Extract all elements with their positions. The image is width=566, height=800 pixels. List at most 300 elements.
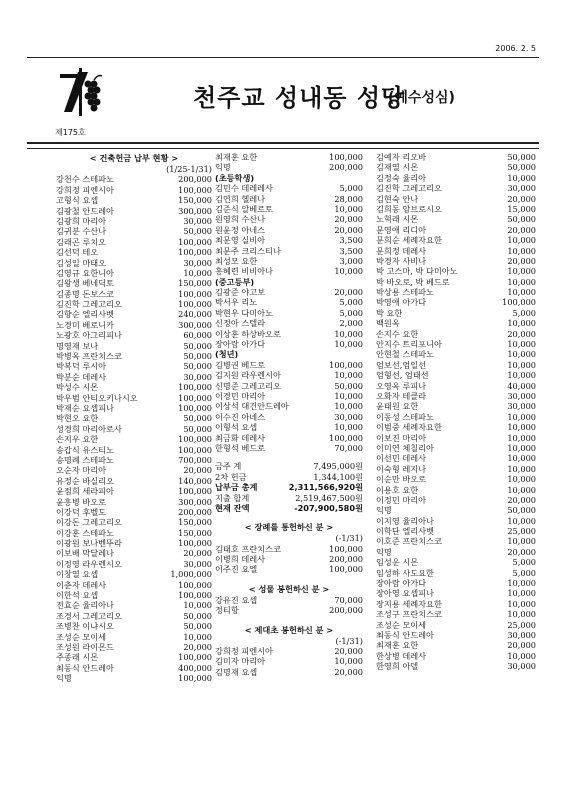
donor-row xyxy=(376,536,536,546)
donation-amount: 5,000 xyxy=(512,557,536,568)
donation-amount: 10,000 xyxy=(507,650,536,661)
donor-name: 최재훈 요한 xyxy=(215,152,258,162)
donation-amount: 200,000 xyxy=(329,605,363,616)
donor-row xyxy=(376,360,536,370)
donor-row xyxy=(376,516,536,526)
donation-amount: 100,000 xyxy=(178,299,212,310)
donation-amount: 60,000 xyxy=(183,330,212,341)
donor-name: 유정순 바실리오 xyxy=(56,475,114,486)
donor-name: 이선민 데레사 xyxy=(376,453,427,464)
donor-row xyxy=(56,569,212,579)
donor-row xyxy=(376,464,536,474)
page-title: 천주교 성내동 성당 xyxy=(193,84,406,112)
donor-name: 김지원 라우렌시아 xyxy=(215,370,281,381)
donation-amount: 50,000 xyxy=(183,351,212,362)
donor-row xyxy=(215,433,363,443)
donor-row xyxy=(376,609,536,619)
donation-amount: 20,000 xyxy=(507,224,536,235)
donor-name: 이정영 라우렌시오 xyxy=(56,558,122,569)
donor-row xyxy=(56,268,212,278)
donation-amount: 10,000 xyxy=(334,266,363,277)
donor-name: 김진학 그레고리오 xyxy=(56,299,122,310)
donation-amount: 150,000 xyxy=(178,527,212,538)
donor-row xyxy=(56,621,212,631)
donation-amount: 100,000 xyxy=(178,652,212,663)
donor-name: 이범중 세례자요한 xyxy=(376,422,442,433)
donor-row xyxy=(376,640,536,650)
donor-row xyxy=(376,308,536,318)
donation-amount: 200,000 xyxy=(178,174,212,185)
donation-amount: 240,000 xyxy=(178,309,212,320)
donation-amount: 10,000 xyxy=(507,453,536,464)
donation-amount: 30,000 xyxy=(507,401,536,412)
elementary-list xyxy=(215,183,363,277)
donor-name: 문희순 세례자요한 xyxy=(376,235,442,246)
donor-name: 박영애 아가다 xyxy=(376,297,427,308)
donor-name: 김종명 돈보스코 xyxy=(56,288,114,299)
donation-amount: 100,000 xyxy=(329,359,363,370)
donor-name: 노광호 아그리피나 xyxy=(56,330,122,341)
donor-row xyxy=(215,235,363,245)
donor-name: 박경자 사비나 xyxy=(376,255,427,266)
donation-amount: 70,000 xyxy=(334,442,363,453)
donation-amount: 5,000 xyxy=(339,183,363,194)
donor-row xyxy=(215,266,363,276)
donor-row xyxy=(376,401,536,411)
donation-amount: 400,000 xyxy=(178,662,212,673)
donor-row xyxy=(376,214,536,224)
donor-row xyxy=(56,590,212,600)
middle-high-list xyxy=(215,287,363,349)
donor-row xyxy=(376,235,536,245)
donation-amount: 50,000 xyxy=(507,214,536,225)
donor-row xyxy=(215,214,363,224)
donor-name: 이수진 아녜스 xyxy=(215,411,266,422)
donation-amount: 10,000 xyxy=(507,588,536,599)
donor-row xyxy=(215,183,363,193)
donor-name: 노경미 베로니카 xyxy=(56,319,114,330)
donation-amount: 30,000 xyxy=(183,215,212,226)
donor-name: 엄보선,엄일선 xyxy=(376,359,427,370)
donation-amount: 50,000 xyxy=(183,361,212,372)
donation-amount: 10,000 xyxy=(507,609,536,620)
donation-amount: 50,000 xyxy=(183,413,212,424)
donation-amount: 28,000 xyxy=(334,193,363,204)
donation-amount: 20,000 xyxy=(507,255,536,266)
donation-amount: 50,000 xyxy=(507,505,536,516)
donation-amount: 300,000 xyxy=(178,496,212,507)
donor-row xyxy=(56,320,212,330)
donor-name: 박분순 데레사 xyxy=(56,371,107,382)
donor-row xyxy=(376,453,536,463)
donation-amount: 300,000 xyxy=(178,319,212,330)
donor-name: 이춘자 데레사 xyxy=(56,579,107,590)
donor-name: 김귀분 수산나 xyxy=(56,226,107,237)
donation-amount: 20,000 xyxy=(507,193,536,204)
donation-amount: 100,000 xyxy=(178,288,212,299)
donor-row xyxy=(215,287,363,297)
donation-amount: 50,000 xyxy=(507,162,536,173)
donor-row xyxy=(56,507,212,517)
bulletin-date: 2006. 2. 5 xyxy=(495,44,536,53)
donor-row xyxy=(376,287,536,297)
donor-name: 익명 xyxy=(215,162,231,173)
middle-high-group-label: (중고등부) xyxy=(215,276,255,287)
donor-name: 이학단 엘리사벳 xyxy=(376,526,434,537)
donor-name: 금주 계 xyxy=(215,461,242,472)
donor-row xyxy=(376,329,536,339)
donor-row xyxy=(215,329,363,339)
donor-name: 원영희 수산나 xyxy=(215,214,266,225)
donor-name: 최문주 크리스티나 xyxy=(215,245,281,256)
donation-amount: 1,000,000 xyxy=(170,569,212,580)
donation-amount: 10,000 xyxy=(334,370,363,381)
donor-name: 김래곤 루치오 xyxy=(56,236,107,247)
donation-amount: 10,000 xyxy=(334,203,363,214)
donor-name: 한상병 데레사 xyxy=(376,650,427,661)
donor-row xyxy=(56,341,212,351)
donor-name: 익명 xyxy=(376,546,392,557)
donor-name: 김재열 시몬 xyxy=(376,162,419,173)
donor-row xyxy=(56,600,212,610)
donation-amount: 30,000 xyxy=(507,390,536,401)
donation-amount: 20,000 xyxy=(507,546,536,557)
donor-row xyxy=(56,278,212,288)
donor-name: 윤흥병 바오로 xyxy=(56,496,107,507)
donor-row xyxy=(56,486,212,496)
donor-row xyxy=(215,318,363,328)
donor-row xyxy=(215,256,363,266)
donation-amount: 10,000 xyxy=(507,463,536,474)
donor-row xyxy=(56,465,212,475)
donor-name: 이상훈 하상바오로 xyxy=(215,328,281,339)
donor-row xyxy=(215,544,363,554)
donation-amount: 10,000 xyxy=(507,287,536,298)
donation-amount: 100,000 xyxy=(178,579,212,590)
donor-row xyxy=(376,433,536,443)
donor-name: 이주진 요엘 xyxy=(215,564,258,575)
donor-row xyxy=(376,194,536,204)
donor-name: 박현오 요한 xyxy=(56,413,99,424)
donor-name: 조경서 그레고리오 xyxy=(56,610,122,621)
donation-amount: 10,000 xyxy=(507,442,536,453)
donor-row xyxy=(376,599,536,609)
donor-name: 이강훈 스테파노 xyxy=(56,527,114,538)
building-fund-list xyxy=(56,174,212,683)
donor-row xyxy=(376,277,536,287)
donation-amount: 200,000 xyxy=(329,554,363,565)
donor-row xyxy=(376,173,536,183)
donor-row xyxy=(215,204,363,214)
donor-name: 지출 합계 xyxy=(215,492,250,503)
donor-row xyxy=(56,185,212,195)
donor-row xyxy=(56,517,212,527)
youth-list xyxy=(215,360,363,454)
donor-row xyxy=(215,381,363,391)
donor-row xyxy=(376,225,536,235)
donor-row xyxy=(215,493,363,503)
donation-amount: 100,000 xyxy=(178,382,212,393)
donor-name: 김병권 베드로 xyxy=(215,359,266,370)
donation-amount: 30,000 xyxy=(183,371,212,382)
donor-name: 조성구 프란치스코 xyxy=(376,609,442,620)
donation-amount: 50,000 xyxy=(183,621,212,632)
donation-amount: 50,000 xyxy=(183,340,212,351)
donation-amount: 50,000 xyxy=(334,380,363,391)
donor-row xyxy=(215,503,363,513)
donor-row xyxy=(56,413,212,423)
donation-amount: 20,000 xyxy=(334,666,363,677)
donor-name: 이보진 마리아 xyxy=(376,432,427,443)
donor-name: 정티항 xyxy=(215,605,239,616)
donation-amount: 15,000 xyxy=(507,203,536,214)
donation-amount: 10,000 xyxy=(507,359,536,370)
donor-row xyxy=(376,630,536,640)
donation-amount: 10,000 xyxy=(183,267,212,278)
donation-amount: 20,000 xyxy=(507,328,536,339)
donor-row xyxy=(376,349,536,359)
donor-row xyxy=(56,351,212,361)
donor-name: 김선덕 테오 xyxy=(56,247,99,258)
donor-name: 이지영 율리아나 xyxy=(376,515,434,526)
funeral-period: (-1/31) xyxy=(335,533,363,544)
donor-name: 오순자 마리아 xyxy=(56,465,107,476)
donation-amount: 10,000 xyxy=(507,432,536,443)
donor-name: 한영희 아델 xyxy=(376,661,419,672)
donor-name: 박 요한 xyxy=(376,307,403,318)
donation-amount: 5,000 xyxy=(339,297,363,308)
donation-amount: 10,000 xyxy=(507,474,536,485)
donor-name: 이순만 바오로 xyxy=(376,474,427,485)
donor-name: 익명 xyxy=(376,505,392,516)
donation-amount: 2,311,566,920원 xyxy=(288,482,363,493)
donation-amount: 10,000 xyxy=(334,656,363,667)
donor-row xyxy=(56,652,212,662)
donor-name: 홍혜련 비비아나 xyxy=(215,266,273,277)
donation-amount: 10,000 xyxy=(183,600,212,611)
donor-row xyxy=(376,422,536,432)
donation-amount: 150,000 xyxy=(178,517,212,528)
donation-amount: 5,000 xyxy=(512,567,536,578)
donation-amount: 100,000 xyxy=(178,590,212,601)
donation-amount: 30,000 xyxy=(334,411,363,422)
donor-name: 현재 잔액 xyxy=(215,502,250,513)
donation-amount: 50,000 xyxy=(183,423,212,434)
donor-name: 2차 헌금 xyxy=(215,471,247,482)
donor-row xyxy=(376,547,536,557)
donation-amount: 150,000 xyxy=(178,195,212,206)
donor-row xyxy=(56,497,212,507)
donor-name: 장지용 세례자요한 xyxy=(376,598,442,609)
donor-name: 강희정 피엔시아 xyxy=(56,184,114,195)
donation-column-3 xyxy=(376,152,536,672)
spacer xyxy=(215,453,363,461)
donation-amount: 1,344,100원 xyxy=(313,471,363,482)
donor-name: 윤태원 요한 xyxy=(376,401,419,412)
donation-amount: 25,000 xyxy=(507,619,536,630)
donor-name: 임성운 시몬 xyxy=(376,557,419,568)
donation-amount: 30,000 xyxy=(507,629,536,640)
funeral-list xyxy=(215,544,363,575)
donor-name: 이병희 데레사 xyxy=(215,554,266,565)
donor-name: 이숙형 레지나 xyxy=(376,463,427,474)
donor-row xyxy=(56,663,212,673)
donor-row xyxy=(376,297,536,307)
donor-row xyxy=(56,206,212,216)
donor-name: 김민수 데레레사 xyxy=(215,183,273,194)
donor-row xyxy=(376,183,536,193)
donor-name: 안현철 스테파노 xyxy=(376,349,434,360)
donor-row xyxy=(376,557,536,567)
donor-row xyxy=(215,443,363,453)
donor-name: 백원옥 xyxy=(376,318,400,329)
donor-name: 박현우 다미아노 xyxy=(215,307,273,318)
donor-row xyxy=(376,443,536,453)
donor-name: 조성순 모이세 xyxy=(56,631,107,642)
donation-amount: 10,000 xyxy=(507,172,536,183)
donation-amount: 100,000 xyxy=(329,432,363,443)
donation-amount: 30,000 xyxy=(183,257,212,268)
donor-row xyxy=(56,372,212,382)
donor-name: 박복덕 루시아 xyxy=(56,361,107,372)
donor-name: 임성하 사도요한 xyxy=(376,567,434,578)
donor-name: 이호준 프란치스코 xyxy=(376,536,442,547)
donor-name: 김태호 프란치스코 xyxy=(215,543,281,554)
donor-row xyxy=(56,434,212,444)
donor-row xyxy=(56,309,212,319)
donor-name: 김광철 안드레아 xyxy=(56,205,114,216)
donor-row xyxy=(215,246,363,256)
donation-amount: 20,000 xyxy=(334,646,363,657)
donor-row xyxy=(215,472,363,482)
donor-name: 이동성 스테파노 xyxy=(376,411,434,422)
donation-amount: 100,000 xyxy=(178,444,212,455)
donor-row xyxy=(56,174,212,184)
donation-amount: 20,000 xyxy=(507,640,536,651)
header-band-rule xyxy=(27,142,539,149)
header-rule xyxy=(27,57,539,58)
donor-row xyxy=(215,461,363,471)
donor-name: 이광원 보나벤뚜라 xyxy=(56,538,122,549)
spacer xyxy=(215,575,363,583)
donor-name: 최동식 안드레아 xyxy=(56,662,114,673)
donation-amount: 10,000 xyxy=(507,235,536,246)
donor-name: 주종래 시몬 xyxy=(56,652,99,663)
donor-row xyxy=(376,391,536,401)
donation-amount: 5,000 xyxy=(512,307,536,318)
donor-name: 최문영 실비아 xyxy=(215,235,266,246)
donor-row xyxy=(56,538,212,548)
donor-row xyxy=(215,225,363,235)
donor-name: 이정민 마리아 xyxy=(376,494,427,505)
donation-amount: 10,000 xyxy=(334,339,363,350)
donor-row xyxy=(56,632,212,642)
donation-amount: 3,500 xyxy=(339,235,363,246)
parish-logo-icon xyxy=(58,66,104,118)
donor-row xyxy=(376,661,536,671)
donor-name: 손지우 요한 xyxy=(56,434,99,445)
donor-row xyxy=(215,564,363,574)
donation-amount: 200,000 xyxy=(329,162,363,173)
donor-name: 김광준 야고보 xyxy=(215,287,266,298)
donor-row xyxy=(215,401,363,411)
donation-amount: 3,500 xyxy=(339,245,363,256)
donor-name: 김희동 암브로시오 xyxy=(376,203,442,214)
donation-amount: -207,900,580원 xyxy=(294,502,363,513)
donation-amount: 50,000 xyxy=(183,610,212,621)
donor-row xyxy=(376,526,536,536)
spacer xyxy=(215,513,363,521)
donation-amount: 30,000 xyxy=(183,558,212,569)
donation-amount: 200,000 xyxy=(178,506,212,517)
donor-name: 안지수 트리포니아 xyxy=(376,339,442,350)
donor-name: 납부금 총계 xyxy=(215,482,258,493)
donor-name: 장아람 아가다 xyxy=(376,578,427,589)
donation-amount: 10,000 xyxy=(183,631,212,642)
donor-name: 신정아 스텔라 xyxy=(215,318,266,329)
donation-amount: 10,000 xyxy=(334,390,363,401)
donor-row xyxy=(376,339,536,349)
donor-name: 김광희 마리아 xyxy=(56,215,107,226)
donation-amount: 100,000 xyxy=(329,152,363,162)
donor-row xyxy=(56,559,212,569)
donor-name: 조성원 라이몬드 xyxy=(56,641,114,652)
donation-amount: 20,000 xyxy=(507,494,536,505)
issue-number: 제175호 xyxy=(55,128,86,137)
donor-name: 김예자 리오바 xyxy=(376,152,427,162)
donor-name: 박상용 스테파노 xyxy=(376,287,434,298)
donor-row xyxy=(56,330,212,340)
donation-amount: 10,000 xyxy=(507,515,536,526)
donation-amount: 40,000 xyxy=(507,380,536,391)
donor-name: 송갑식 유스티노 xyxy=(56,444,114,455)
donor-name: 김정숙 율리아 xyxy=(376,172,427,183)
donor-name: 익명 xyxy=(56,673,72,684)
donor-name: 박성수 시몬 xyxy=(56,382,99,393)
donor-name: 조병찬 이냐시오 xyxy=(56,621,114,632)
donor-name: 강희정 피엔시아 xyxy=(215,646,273,657)
donation-amount: 10,000 xyxy=(507,245,536,256)
holy-items-heading: < 성물 봉헌하신 분 > xyxy=(248,583,330,594)
donor-name: 이강돈 그레고리오 xyxy=(56,517,122,528)
donor-name: 김연희 헬레나 xyxy=(215,193,266,204)
donor-row xyxy=(56,226,212,236)
donor-row xyxy=(376,370,536,380)
spacer xyxy=(215,616,363,624)
donor-row xyxy=(215,370,363,380)
donor-name: 박재순 요셉피나 xyxy=(56,402,114,413)
donation-amount: 100,000 xyxy=(502,297,536,308)
donor-name: 이강덕 후벨도 xyxy=(56,506,107,517)
donation-amount: 10,000 xyxy=(507,318,536,329)
donation-amount: 20,000 xyxy=(334,214,363,225)
donor-row xyxy=(56,237,212,247)
donation-amount: 10,000 xyxy=(507,370,536,381)
donor-row xyxy=(56,393,212,403)
donation-amount: 10,000 xyxy=(507,598,536,609)
donor-list-3 xyxy=(376,152,536,672)
donor-row xyxy=(56,382,212,392)
building-fund-list-cont xyxy=(215,152,363,173)
donor-row xyxy=(376,588,536,598)
donation-amount: 10,000 xyxy=(334,401,363,412)
altar-candle-period: (-1/31) xyxy=(335,635,363,646)
donor-row xyxy=(215,667,363,677)
donation-amount: 30,000 xyxy=(507,183,536,194)
donor-row xyxy=(56,258,212,268)
donation-column-1 xyxy=(56,152,212,684)
donor-row xyxy=(56,445,212,455)
